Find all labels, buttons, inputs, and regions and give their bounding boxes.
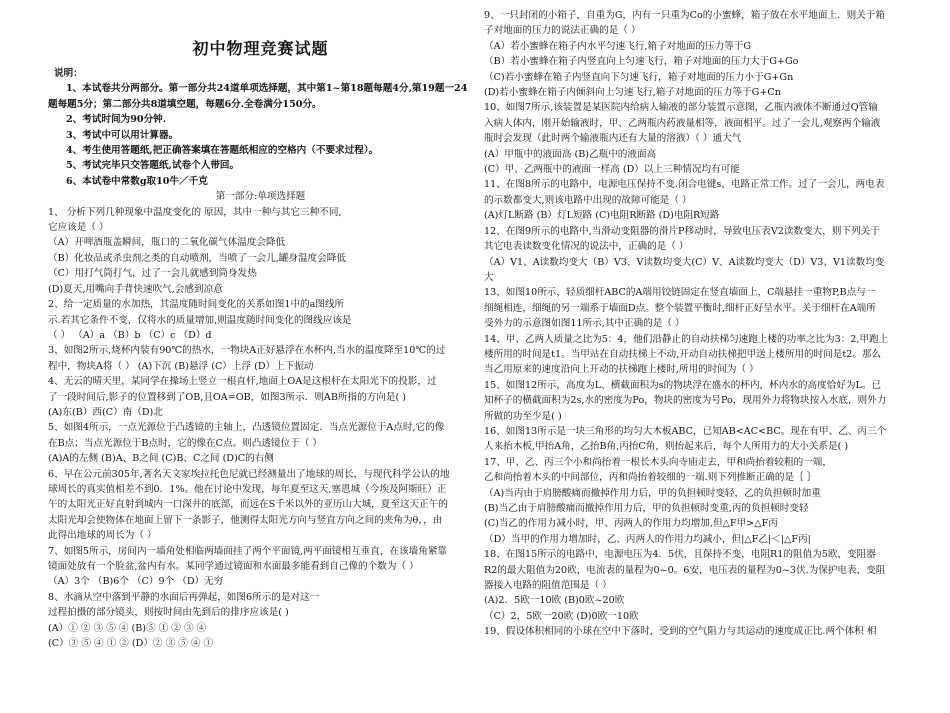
- question-text-line: R2的最大阻值为20欧，电流表的量程为0~0。6安，电压表的量程为0~3伏.为保护电表，变阻: [484, 564, 886, 576]
- question-text-line: （B）若小蜜蜂在箱子内竖直向上匀速飞行，箱子对地面的压力大于G+Go: [484, 56, 799, 68]
- question-text-line: 午的太阳光正好直射到城内一口深井的底部，而远在S千米以外的亚历山大城，夏至这天正午的: [48, 499, 448, 511]
- question-text-line: 6、早在公元前305年,著名天文家埃拉托色尼就已经测量出了地球的周长，与现代科学公认的地: [48, 468, 450, 480]
- question-text-line: （C)若小蜜蜂在箱子内竖直向下匀速飞行，箱子对地面的压力小于G+Gn: [484, 71, 794, 83]
- question-text-line: 器接入电路的阻值范围是（ ）: [484, 580, 612, 592]
- left-question-list: [48, 205, 473, 652]
- question-text-line: 7、如图5所示，房间内一墙角处相临两墙面挂了两个平面镜,两平面镜相互垂直，在该墙角紧靠: [48, 545, 448, 557]
- question-text-line: （ ） （A）a （B）b （C）c （D）d: [48, 329, 212, 341]
- instruction-line: 4、考生使用答题纸,把正确答案填在答题纸相应的空格内（不要求过程）。: [66, 145, 379, 157]
- instruction-line: 题每题5分；第二部分共8道填空题，每题6分.全卷满分150分。: [48, 98, 322, 110]
- right-column: [484, 8, 914, 640]
- question-text-line: 1、 分析下列几种现象中温度变化的 原因，其中一种与其它三种不同,: [48, 206, 342, 218]
- instruction-line: 5、考试完毕只交答题纸,试卷个人带回。: [66, 160, 240, 172]
- question-text-line: (A)2．5欧一10欧 (B)0欧~20欧: [484, 595, 625, 607]
- question-text-line: （C）2，5欧一20欧 (D)0欧一10欧: [484, 610, 639, 622]
- instruction-line: 6、本试卷中常数g取10牛／千克: [66, 175, 208, 187]
- instruction-line: 1、本试卷共分两部分。第一部分共24道单项选择题，其中第1~第18题每题4分,第19题一24: [66, 83, 468, 95]
- question-text-line: 2、给一定质量的水加热，其温度随时间变化的关系如图1中的a图线所: [48, 299, 345, 311]
- section-heading: 第一部分:单项选择题: [215, 191, 306, 203]
- question-text-line: (A）甲瓶中的液面高 (B)乙瓶中的液面高: [484, 148, 657, 160]
- question-text-line: 3、如图2所示,烧杯内装有90℃的热水，一物块A正好悬浮在水杯内,当水的温度降至10℃的过: [48, 345, 446, 357]
- question-text-line: (A）① ② ③ ⑤ ④ (B)⑤ ① ② ③ ④: [48, 622, 207, 634]
- question-text-line: 子对地面的压力的说法正确的是（ ）: [484, 25, 641, 37]
- question-text-line: 8、水滴从空中落到平静的水面后再弹起，如图6所示的是对这一: [48, 591, 320, 603]
- question-text-line: 乙和尚抬着木头的中间部位，丙和尚抬着较细的一端.则下列推断正确的是｛ ｝: [484, 472, 817, 484]
- question-text-line: 17、甲、乙、丙三个小和尚抬着一根长木头向寺庙走去，甲和尚抬着较粗的一端，: [484, 456, 832, 468]
- question-text-line: （D）当甲的作用力增加时，乙、丙两人的作用力均减小，但|△F乙|＜|△F丙|: [484, 533, 811, 545]
- question-text-line: (A)A的左侧 (B)A、B之间 (C)B、C之间 (D)C的右侧: [48, 453, 274, 465]
- question-text-line: (C）③ ⑤ ④ ① ② (D）② ③ ⑤ ④ ①: [48, 638, 214, 650]
- instruction-line: 3、考试中可以用计算器。: [66, 129, 179, 141]
- question-text-line: 其它电表读数变化情况的说法中，正确的是（ ）: [484, 241, 689, 253]
- question-text-line: 瓶时会发现（此时两个输液瓶内还有大量的溶液）（ ）通大气: [484, 133, 742, 145]
- question-text-line: 9、一只封闭的小箱子，自重为G，内有一只重为Co的小蜜蜂，箱子放在水平地面上．则关于箱: [484, 10, 886, 21]
- right-question-list: [484, 8, 914, 640]
- question-text-line: (A)东(B）西(C）南（D)北: [48, 406, 163, 418]
- question-text-line: (D)若小蜜蜂在箱子内倾斜向上匀速飞行,箱子对地面的压力等于G+Cn: [484, 87, 781, 99]
- question-text-line: 细绳相连，细绳的另一端系于墙面D点。整个装置平衡时,细杆正好呈水平。关于细杆在A端所: [484, 302, 876, 314]
- instruction-line: 2、考试时间为90分钟.: [66, 114, 167, 126]
- question-text-line: 15、如图12所示，高度为L、横截面积为s的物块浮在盛水的杯内，杯内水的高度恰好为L。已: [484, 379, 882, 391]
- question-text-line: （A）3个 （B)6个 （C）9个 （D）无穷: [48, 576, 224, 588]
- question-text-line: （A）若小蜜蜂在箱子内水平匀速飞行,箱子对地面的压力等于G: [484, 40, 752, 52]
- question-text-line: （C）用打气筒打气，过了一会儿就感到筒身发热: [48, 268, 257, 280]
- question-text-line: (B)当乙由于肩膀酸痛而撤掉作用力后，甲的负担顿时变重,丙的负担顿时变轻: [484, 503, 809, 514]
- question-text-line: 受外力的示意图如图11所示,其中正确的是（ ）: [484, 318, 685, 330]
- question-text-line: 太阳光却会使物体在地面上留下一条影子，他测得太阳光方向与竖直方向之间的夹角为θ，，由: [48, 514, 443, 526]
- question-text-line: 了一段时间后,影子的位置移到了OB,且OA=OB，如图3所示．则AB所指的方向是( ): [48, 391, 407, 403]
- question-text-line: （A）开啤酒瓶盖瞬间，瓶口的二氧化碳气体温度会降低: [48, 237, 286, 249]
- question-text-line: 16、如图13所示是一块三角形的均匀大木板ABC，已知AB<AC<BC。现在有甲、乙、丙三个: [484, 425, 887, 437]
- question-text-line: 人来抬木板,甲抬A角，乙抬B角,丙抬C角，则抬起来后，每个人所用力的大小关系是( ): [484, 441, 849, 453]
- question-text-line: 入病人体内，刚开始输液时，甲、乙两瓶内药液量相等，液面相平。过了一会儿,观察两个输液: [484, 117, 881, 129]
- question-text-line: 示.若其它条件不变，仅将水的质量增加,则温度随时间变化的图线应该是: [48, 314, 352, 326]
- question-text-line: （A）V1、A读数均变大（B）V3、V读数均变大(C）V、A读数均变大（D）V3、V1读数均变: [484, 256, 885, 268]
- question-text-line: (D)夏天,用嘴向手背快速吹气,会感到凉意: [48, 283, 223, 295]
- question-text-line: 过程拍摄的部分镜头，则按时间由先到后的排序应该是( ): [48, 607, 289, 619]
- question-text-line: 所做的功至少是( ): [484, 410, 562, 422]
- question-text-line: (A)灯L断路 (B）灯L短路 (C)电阻R断路 (D)电阻R短路: [484, 210, 720, 222]
- question-text-line: 10、如图7所示,该装置是某医院内给病人输液的部分装置示意图，乙瓶内液体不断通过Q管输: [484, 102, 878, 114]
- question-text-line: 当乙用原来的速度沿向上开动的扶梯跑上楼时,所用的时间为（ ）: [484, 364, 759, 376]
- question-text-line: 它应该是（ ）: [48, 222, 109, 234]
- question-text-line: 大: [484, 271, 494, 283]
- question-text-line: 4、无云的晴天里，某同学在操场上竖立一根直杆,地面上OA是这根杆在太阳光下的投影，过: [48, 376, 437, 388]
- question-text-line: 球周长的真实值相差不到0．1%。他在讨论中发现，每年夏至这天,塞恩城（今埃及阿斯旺）正: [48, 483, 447, 495]
- question-text-line: 此得出地球的周长为（ ）: [48, 530, 157, 542]
- question-text-line: 12、在图9所示的电路中,当滑动变阻器的滑片P移动时，导致电压表V2读数变大，则下列关于: [484, 225, 880, 237]
- question-text-line: 知杯子的横截面积为2s,水的密度为Po，物块的密度为号Po，现用外力将物块按入水底，则外力: [484, 395, 887, 407]
- question-text-line: 19、假设体积相同的小球在空中下落时，受到的空气阻力与其运动的速度成正比.两个体积 相: [484, 626, 877, 638]
- exam-title: 初中物理竞赛试题: [192, 39, 329, 58]
- question-text-line: 程中，物块A将（ ） (A)下沉 (B)悬浮 (C）上浮 (D）上下振动: [48, 360, 314, 372]
- question-text-line: （B）化妆品或杀虫剂之类的自动喷剂，当喷了一会儿,罐身温度会降低: [48, 252, 346, 264]
- question-text-line: 13、如图10所示，轻质细杆ABC的A端用铰链固定在竖直墙面上，C端悬挂一重物P,B点与一: [484, 287, 876, 299]
- question-text-line: 在B点；当点光源位于B点时，它的像在C点。则凸透镜位于（ ）: [48, 437, 322, 449]
- instructions-heading: 说明：: [54, 68, 83, 79]
- question-text-line: 18、在图15所示的电路中，电源电压为4．5伏，且保持不变，电阻R1的阻值为5欧，变阻器: [484, 549, 876, 561]
- question-text-line: (C)当乙的作用力减小时，甲、丙两人的作用力均增加,但△F甲>△F丙: [484, 518, 778, 530]
- left-column: [48, 66, 473, 651]
- question-text-line: 11、在图8所示的电路中，电源电压保持不变.闭合电键s，电路正常工作。过了一会儿，两电表: [484, 179, 885, 191]
- question-text-line: (C）甲、乙两瓶中的液面一样高 (D）以上三种情况均有可能: [484, 164, 740, 176]
- question-text-line: 镜面处放有一个脸盆,盆内有水。某同学通过镜面和水面最多能看到自己像的个数为（ ）: [48, 561, 419, 572]
- question-text-line: 5、如图4所示，一点光源位于凸透镜的主轴上，凸透镜位置固定．当点光源位于A点时,它的像: [48, 422, 445, 434]
- question-text-line: 楼所用的时间是t1。当甲站在自动扶梯上不动,开动自动扶梯把甲送上楼所用的时间是t2。那么: [484, 348, 882, 360]
- question-text-line: 14、甲、乙两人质量之比为5：4，他们沿静止的自动扶梯匀速跑上楼的功率之比为3：2,甲跑上: [484, 333, 889, 345]
- question-text-line: 的示数都变大,则该电路中出现的故障可能是（ ）: [484, 194, 692, 206]
- question-text-line: （A)当丙由于肩膀酸痛而撤掉作用力后，甲的负担顿时变轻，乙的负担顿时加重: [484, 487, 821, 499]
